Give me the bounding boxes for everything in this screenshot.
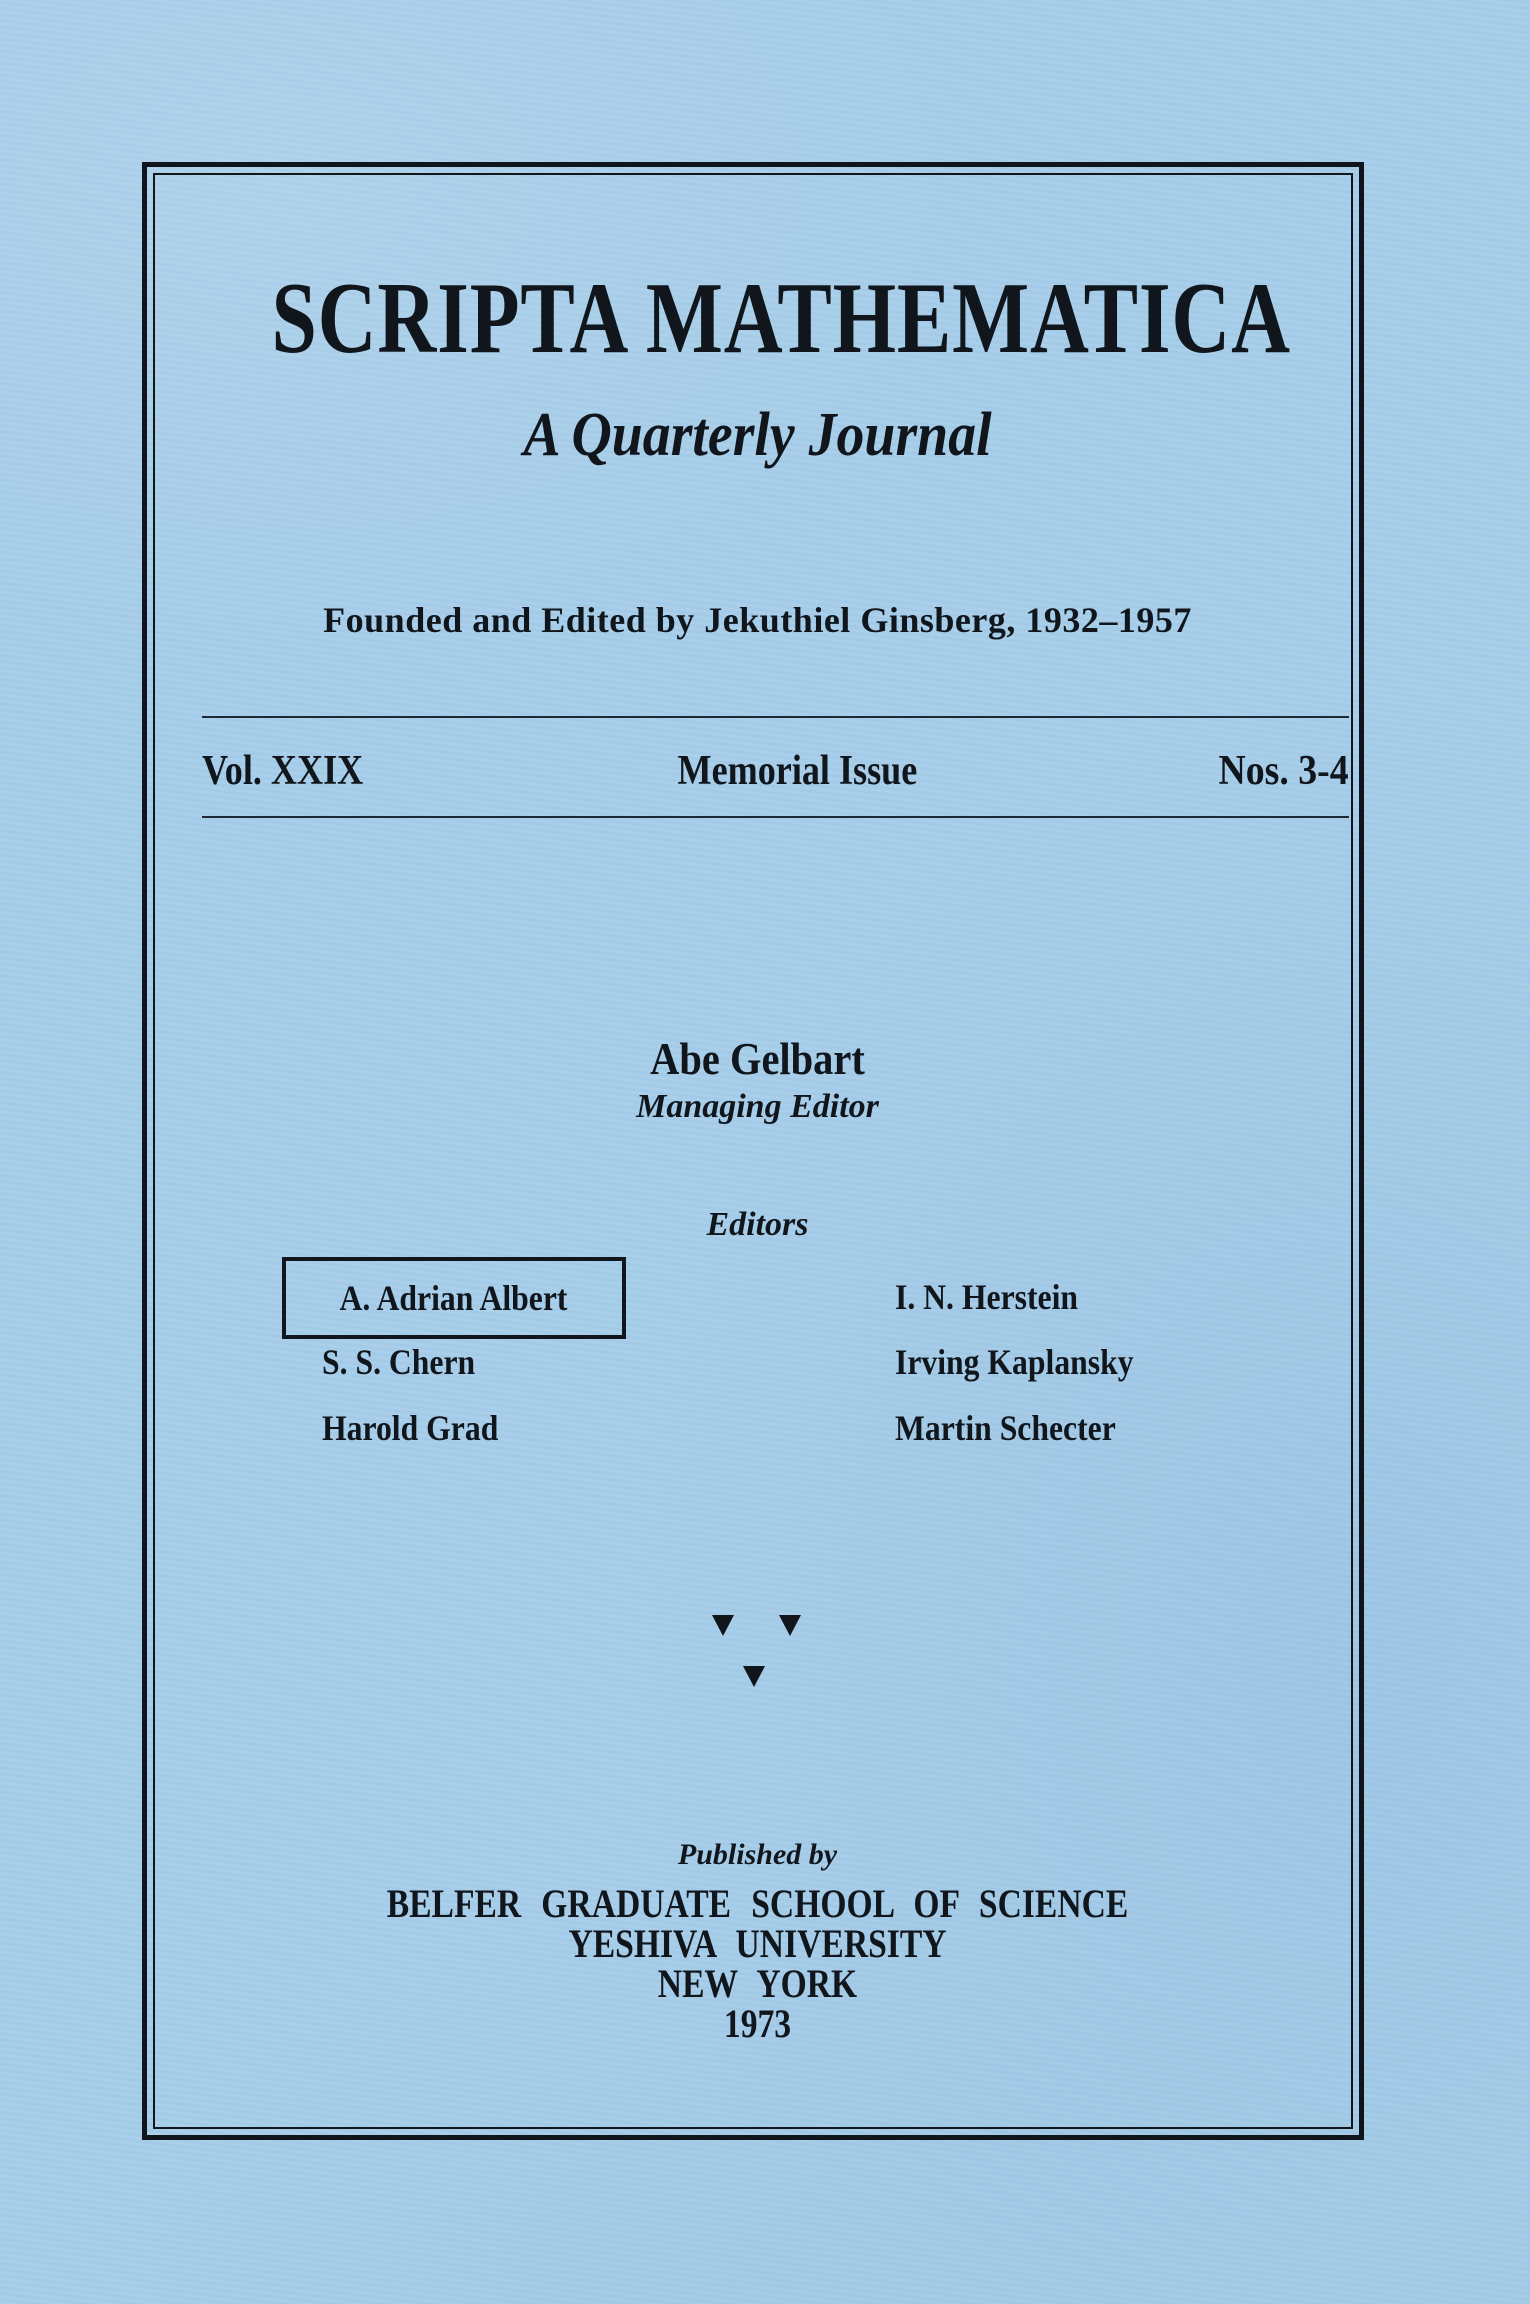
- publisher-city: NEW YORK: [657, 1961, 858, 2006]
- managing-editor-name: Abe Gelbart: [650, 1033, 865, 1084]
- publisher-name: BELFER GRADUATE SCHOOL OF SCIENCE: [386, 1881, 1129, 1926]
- volume-label: Vol. XXIX: [202, 748, 364, 794]
- journal-subtitle: A Quarterly Journal: [523, 401, 992, 469]
- down-triangle-icon: [743, 1666, 765, 1687]
- issue-title: Memorial Issue: [677, 748, 917, 794]
- editor-name-schecter: Martin Schecter: [895, 1408, 1116, 1448]
- editor-name-chern: S. S. Chern: [322, 1342, 476, 1382]
- horizontal-rule-bottom: [202, 816, 1349, 818]
- published-by-label: Published by: [677, 1838, 838, 1871]
- editor-name-kaplansky: Irving Kaplansky: [895, 1342, 1134, 1382]
- editor-name-albert: A. Adrian Albert: [340, 1278, 568, 1318]
- horizontal-rule-top: [202, 716, 1349, 718]
- editor-name-herstein: I. N. Herstein: [895, 1277, 1079, 1317]
- institution-name: YESHIVA UNIVERSITY: [568, 1921, 947, 1966]
- journal-title: SCRIPTA MATHEMATICA: [271, 262, 1291, 375]
- editor-name-grad: Harold Grad: [322, 1408, 499, 1448]
- publication-year: 1973: [723, 2001, 792, 2046]
- memorial-box: [282, 1257, 626, 1339]
- founded-credit-line: Founded and Edited by Jekuthiel Ginsberg, 1932–1957: [323, 600, 1192, 640]
- issue-info-row: [202, 750, 1349, 792]
- down-triangle-icon: [712, 1615, 734, 1636]
- editors-heading: Editors: [706, 1206, 809, 1243]
- down-triangle-icon: [779, 1615, 801, 1636]
- managing-editor-role: Managing Editor: [636, 1088, 879, 1125]
- issue-numbers: Nos. 3-4: [1218, 748, 1349, 794]
